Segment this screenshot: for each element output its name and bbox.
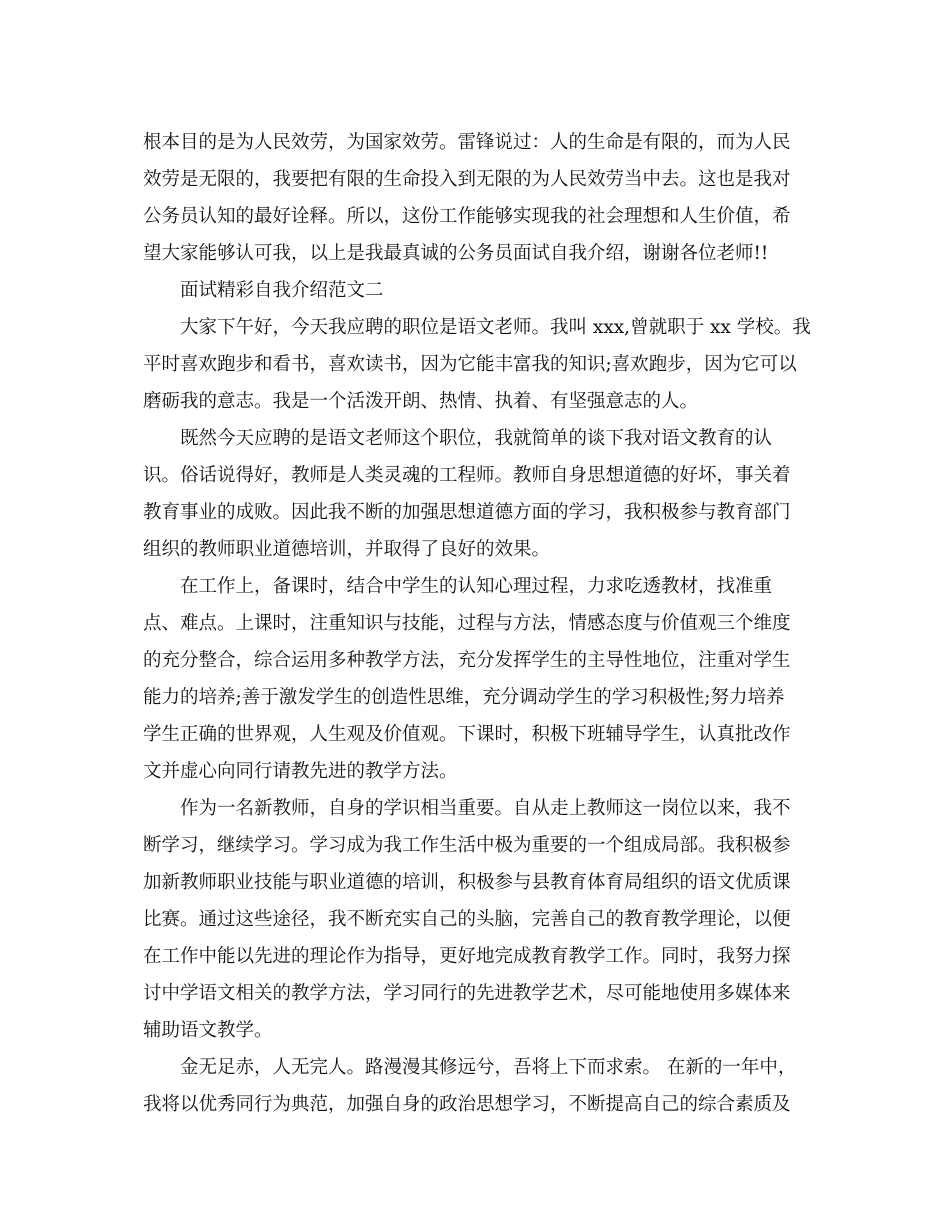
text-line: 大家下午好，今天我应聘的职位是语文老师。我叫 xxx,曾就职于 xx 学校。我 <box>180 317 811 338</box>
text-line: 在工作上，备课时，结合中学生的认知心理过程，力求吃透教材，找准重 <box>180 576 773 597</box>
text-line: 磨砺我的意志。我是一个活泼开朗、热情、执着、有坚强意志的人。 <box>143 391 699 412</box>
text-line: 望大家能够认可我，以上是我最真诚的公务员面试自我介绍，谢谢各位老师!! <box>143 243 769 264</box>
text-line: 根本目的是为人民效劳，为国家效劳。雷锋说过：人的生命是有限的，而为人民 <box>143 132 791 153</box>
text-line: 讨中学语文相关的教学方法，学习同行的先进教学艺术，尽可能地使用多媒体来 <box>143 983 791 1004</box>
text-line: 效劳是无限的，我要把有限的生命投入到无限的为人民效劳当中去。这也是我对 <box>143 169 791 190</box>
text-line: 在工作中能以先进的理论作为指导，更好地完成教育教学工作。同时，我努力探 <box>143 946 791 967</box>
text-line: 比赛。通过这些途径，我不断充实自己的头脑，完善自己的教育教学理论，以便 <box>143 909 791 930</box>
text-line: 既然今天应聘的是语文老师这个职位，我就简单的谈下我对语文教育的认 <box>180 428 773 449</box>
text-line: 作为一名新教师，自身的学识相当重要。自从走上教师这一岗位以来，我不 <box>180 798 791 819</box>
text-line: 组织的教师职业道德培训，并取得了良好的效果。 <box>143 539 551 560</box>
text-line: 学生正确的世界观，人生观及价值观。下课时，积极下班辅导学生，认真批改作 <box>143 724 791 745</box>
text-line: 我将以优秀同行为典范，加强自身的政治思想学习，不断提高自己的综合素质及 <box>143 1094 791 1115</box>
text-line: 的充分整合，综合运用多种教学方法，充分发挥学生的主导性地位，注重对学生 <box>143 650 791 671</box>
text-line: 能力的培养;善于激发学生的创造性思维，充分调动学生的学习积极性;努力培养 <box>143 687 785 708</box>
text-line: 平时喜欢跑步和看书，喜欢读书，因为它能丰富我的知识;喜欢跑步，因为它可以 <box>143 354 797 375</box>
text-line: 金无足赤，人无完人。路漫漫其修远兮，吾将上下而求索。 在新的一年中， <box>180 1057 797 1078</box>
text-line: 断学习，继续学习。学习成为我工作生活中极为重要的一个组成局部。我积极参 <box>143 835 791 856</box>
text-line: 加新教师职业技能与职业道德的培训，积极参与县教育体育局组织的语文优质课 <box>143 872 791 893</box>
text-line: 文并虚心向同行请教先进的教学方法。 <box>143 761 458 782</box>
text-line: 辅助语文教学。 <box>143 1020 273 1041</box>
text-line: 识。俗话说得好，教师是人类灵魂的工程师。教师自身思想道德的好坏，事关着 <box>143 465 791 486</box>
section-heading: 面试精彩自我介绍范文二 <box>180 280 384 301</box>
text-line: 教育事业的成败。因此我不断的加强思想道德方面的学习，我积极参与教育部门 <box>143 502 791 523</box>
text-line: 点、难点。上课时，注重知识与技能，过程与方法，情感态度与价值观三个维度 <box>143 613 791 634</box>
text-line: 公务员认知的最好诠释。所以，这份工作能够实现我的社会理想和人生价值，希 <box>143 206 791 227</box>
